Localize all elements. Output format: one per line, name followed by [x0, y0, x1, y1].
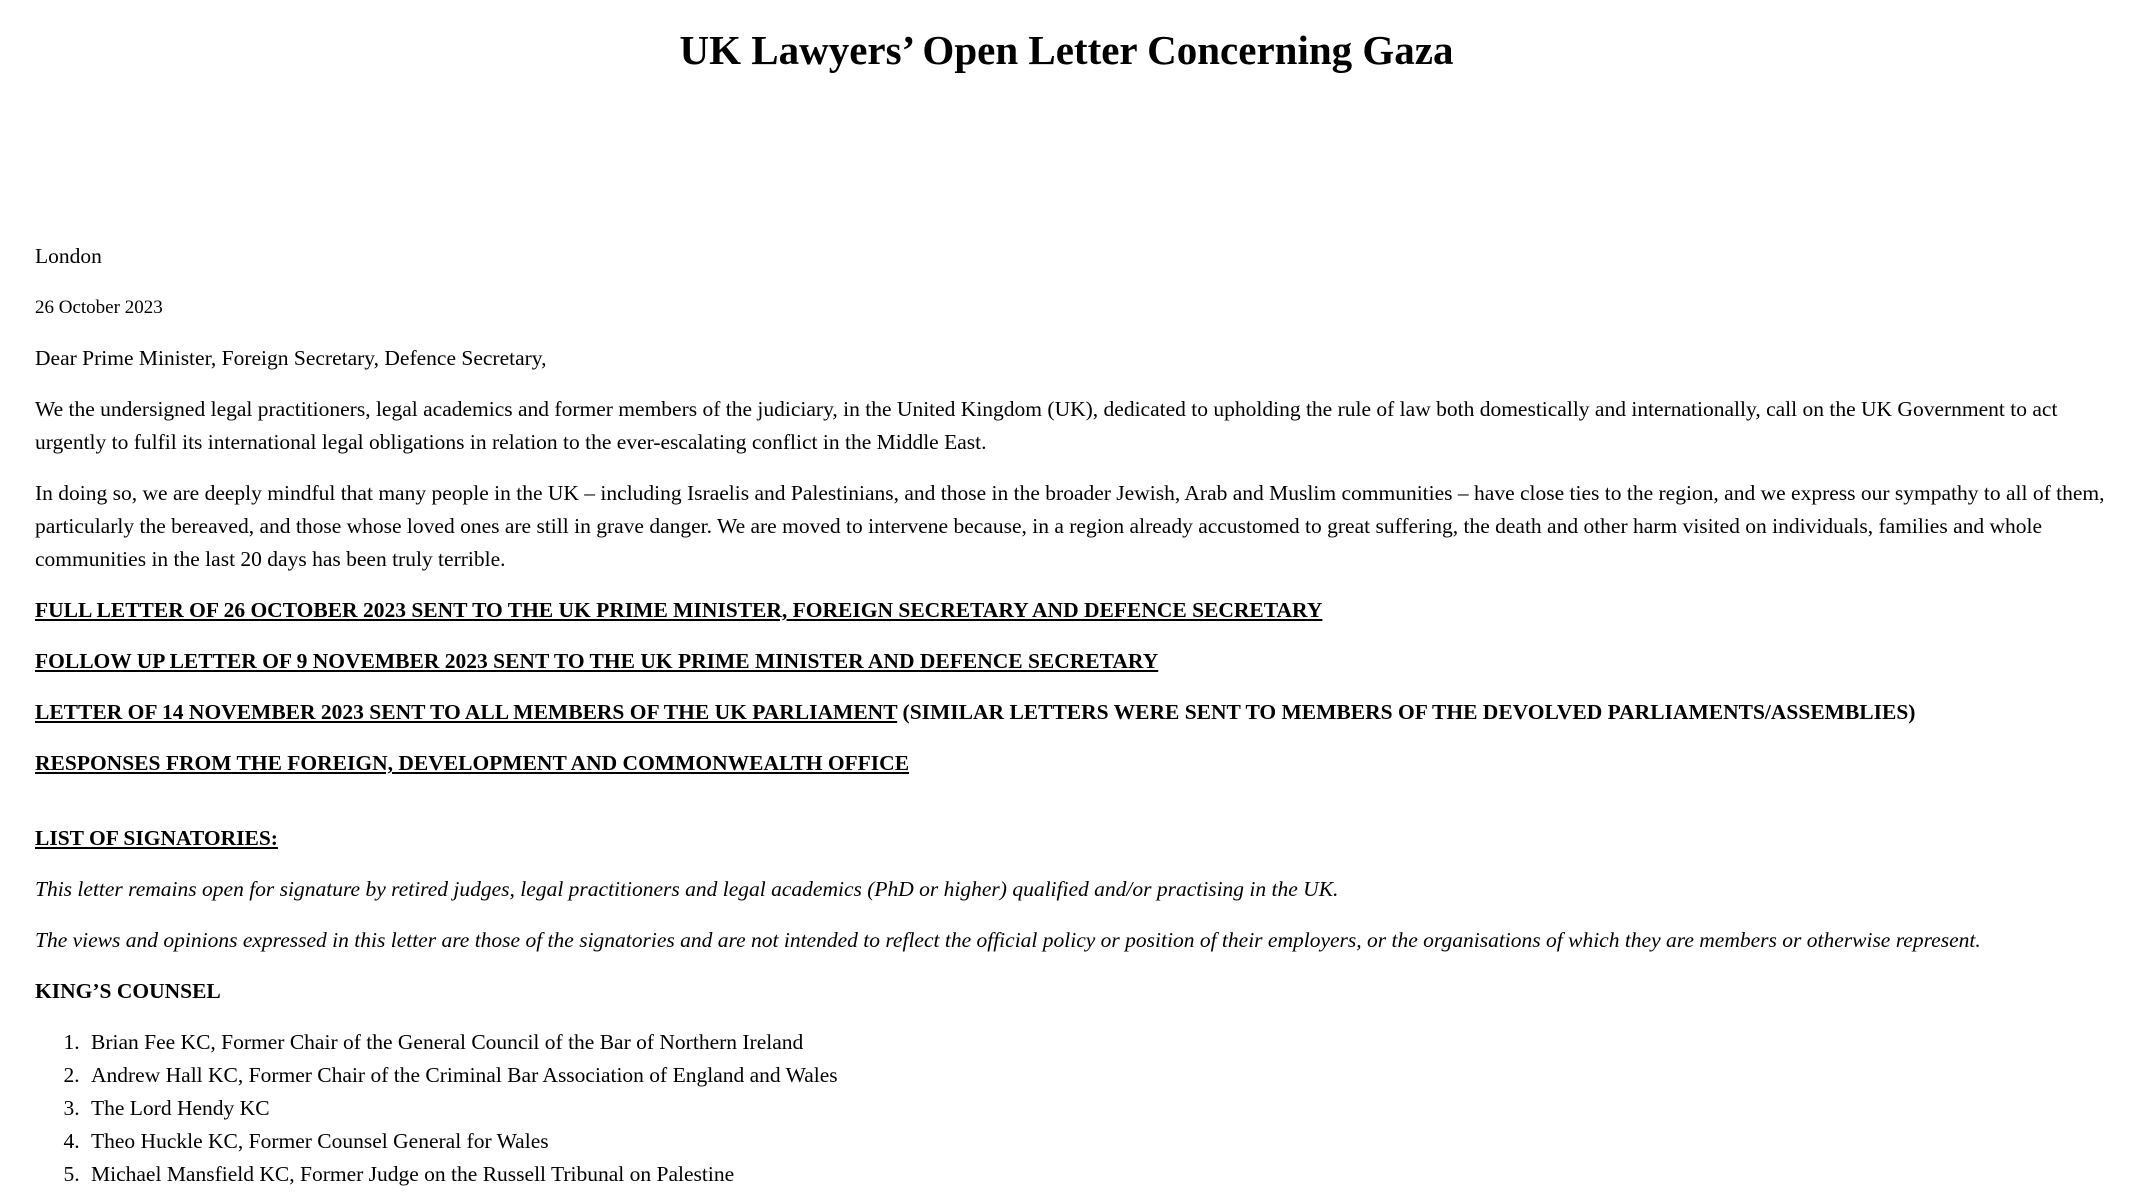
follow-up-letter-link[interactable]: FOLLOW UP LETTER OF 9 NOVEMBER 2023 SENT TO THE UK PRIME MINISTER AND DEFENCE SECRETARY	[35, 649, 1159, 673]
views-disclaimer: The views and opinions expressed in this letter are those of the signatories and are not intended to reflect the official policy or position of their employers, or the organisations of which they are members or otherwise represent.	[35, 928, 1981, 952]
follow-up-row	[35, 645, 2110, 678]
salutation: Dear Prime Minister, Foreign Secretary, Defence Secretary,	[35, 346, 547, 370]
list-item: 5. Michael Mansfield KC, Former Judge on the Russell Tribunal on Palestine	[85, 1158, 2110, 1191]
kc-heading: KING’S COUNSEL	[35, 979, 221, 1003]
list-item: 2. Andrew Hall KC, Former Chair of the Criminal Bar Association of England and Wales	[85, 1059, 2110, 1092]
open-for-signature-note: This letter remains open for signature by retired judges, legal practitioners and legal academics (PhD or higher) qualified and/or practising in the UK.	[35, 877, 1339, 901]
date-text: 26 October 2023	[35, 297, 163, 318]
parliament-letter-note: (SIMILAR LETTERS WERE SENT TO MEMBERS OF THE DEVOLVED PARLIAMENTS/ASSEMBLIES)	[897, 700, 1916, 724]
letter-body	[35, 240, 2110, 1191]
parliament-letter-row	[35, 696, 2110, 729]
responses-row	[35, 747, 2110, 780]
fcdo-responses-link[interactable]: RESPONSES FROM THE FOREIGN, DEVELOPMENT AND COMMONWEALTH OFFICE	[35, 751, 910, 775]
list-item: 1. Brian Fee KC, Former Chair of the General Council of the Bar of Northern Ireland	[85, 1026, 2110, 1059]
page-title: UK Lawyers’ Open Letter Concerning Gaza	[679, 27, 1454, 73]
full-letter-row	[35, 594, 2110, 627]
location-text: London	[35, 244, 102, 268]
sympathy-paragraph: In doing so, we are deeply mindful that many people in the UK – including Israelis and Palestinians, and those in the broader Jewish, Arab and Muslim communities – have close ties to the region, and we express our sympathy to all of them, particularly the bereaved, and those whose loved ones are still in grave danger. We are moved to intervene because, in a region already accustomed to great suffering, the death and other harm visited on individuals, families and whole communities in the last 20 days has been truly terrible.	[35, 481, 2105, 571]
kc-signatory-list	[35, 1026, 2110, 1191]
intro-paragraph: We the undersigned legal practitioners, legal academics and former members of the judiciary, in the United Kingdom (UK), dedicated to upholding the rule of law both domestically and internationally, call on the UK Government to act urgently to fulfil its international legal obligations in relation to the ever-escalating conflict in the Middle East.	[35, 397, 2058, 454]
list-item: 4. Theo Huckle KC, Former Counsel General for Wales	[85, 1125, 2110, 1158]
list-item: 3. The Lord Hendy KC	[85, 1092, 2110, 1125]
signatories-heading-row	[35, 822, 2110, 855]
signatories-heading[interactable]: LIST OF SIGNATORIES:	[35, 826, 278, 850]
section-spacer	[35, 798, 2110, 822]
full-letter-link[interactable]: FULL LETTER OF 26 OCTOBER 2023 SENT TO THE UK PRIME MINISTER, FOREIGN SECRETARY AND DEFENCE SECRETARY	[35, 598, 1323, 622]
parliament-letter-link[interactable]: LETTER OF 14 NOVEMBER 2023 SENT TO ALL MEMBERS OF THE UK PARLIAMENT	[35, 700, 898, 724]
